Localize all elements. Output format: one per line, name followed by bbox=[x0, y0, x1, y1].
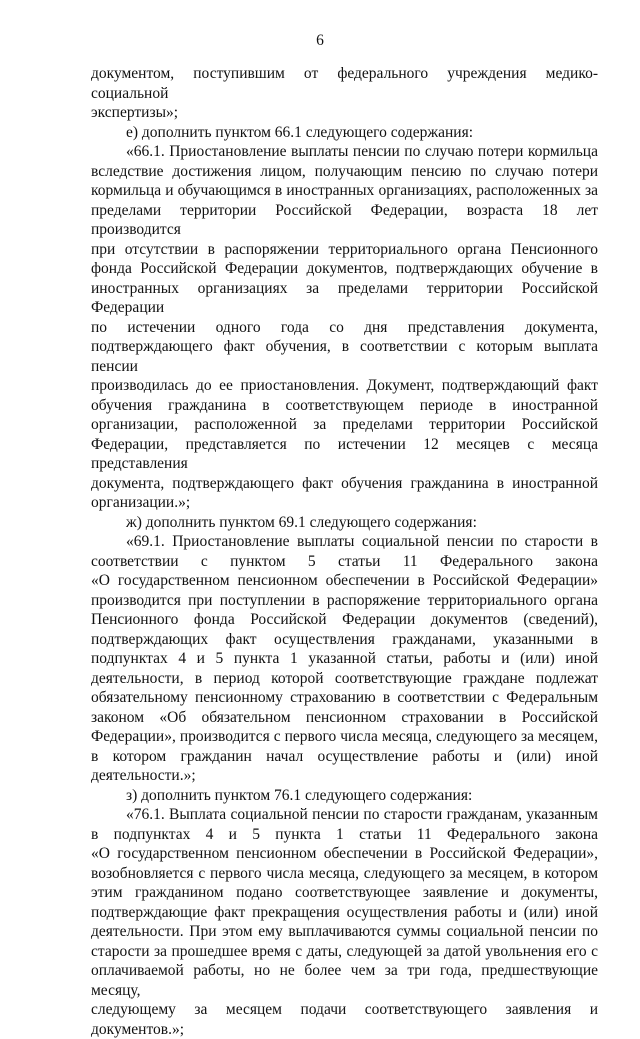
text-line: е) дополнить пунктом 66.1 следующего содержания: bbox=[91, 123, 598, 143]
text-line: Федерации», производится с первого числа месяца, следующего за месяцем, bbox=[91, 727, 598, 747]
paragraph bbox=[91, 805, 598, 1039]
text-line: «69.1. Приостановление выплаты социальной пенсии по старости в bbox=[91, 532, 598, 552]
text-line: «О государственном пенсионном обеспечении в Российской Федерации» bbox=[91, 571, 598, 591]
text-line: экспертизы»; bbox=[91, 103, 598, 123]
document-body bbox=[91, 64, 598, 1039]
text-line: этим гражданином подано соответствующее заявление и документы, bbox=[91, 883, 598, 903]
text-line: обязательному пенсионному страхованию в соответствии с Федеральным bbox=[91, 688, 598, 708]
text-line: производилась до ее приостановления. Документ, подтверждающий факт bbox=[91, 376, 598, 396]
text-line: «66.1. Приостановление выплаты пенсии по случаю потери кормильца bbox=[91, 142, 598, 162]
text-line: з) дополнить пунктом 76.1 следующего содержания: bbox=[91, 786, 598, 806]
paragraph bbox=[91, 786, 598, 806]
paragraph bbox=[91, 142, 598, 513]
text-line: кормильца и обучающимся в иностранных организациях, расположенных за bbox=[91, 181, 598, 201]
text-line: подтверждающие факт прекращения осуществления работы и (или) иной bbox=[91, 903, 598, 923]
text-line: в котором гражданин начал осуществление работы и (или) иной bbox=[91, 747, 598, 767]
text-line: ж) дополнить пунктом 69.1 следующего содержания: bbox=[91, 513, 598, 533]
text-line: при отсутствии в распоряжении территориального органа Пенсионного bbox=[91, 240, 598, 260]
text-line: следующему за месяцем подачи соответствующего заявления и bbox=[91, 1000, 598, 1020]
text-line: деятельности, в период которой соответствующие граждане подлежат bbox=[91, 669, 598, 689]
text-line: деятельности.»; bbox=[91, 766, 598, 786]
text-line: «76.1. Выплата социальной пенсии по старости гражданам, указанным bbox=[91, 805, 598, 825]
text-line: производится при поступлении в распоряжение территориального органа bbox=[91, 591, 598, 611]
text-line: вследствие достижения лицом, получающим пенсию по случаю потери bbox=[91, 162, 598, 182]
text-line: подпунктах 4 и 5 пункта 1 указанной статьи, работы и (или) иной bbox=[91, 649, 598, 669]
text-line: оплачиваемой работы, но не более чем за три года, предшествующие месяцу, bbox=[91, 961, 598, 1000]
text-line: подтверждающего факт обучения, в соответствии с которым выплата пенсии bbox=[91, 337, 598, 376]
text-line: организации, расположенной за пределами территории Российской bbox=[91, 415, 598, 435]
text-line: документа, подтверждающего факт обучения гражданина в иностранной bbox=[91, 474, 598, 494]
paragraph bbox=[91, 532, 598, 786]
paragraph bbox=[91, 64, 598, 123]
text-line: соответствии с пунктом 5 статьи 11 Федерального закона bbox=[91, 552, 598, 572]
text-line: подтверждающих факт осуществления гражданами, указанными в bbox=[91, 630, 598, 650]
paragraph bbox=[91, 513, 598, 533]
text-line: в подпунктах 4 и 5 пункта 1 статьи 11 Федерального закона bbox=[91, 825, 598, 845]
text-line: пределами территории Российской Федерации, возраста 18 лет производится bbox=[91, 201, 598, 240]
text-line: фонда Российской Федерации документов, подтверждающих обучение в bbox=[91, 259, 598, 279]
page-number: 6 bbox=[0, 32, 640, 50]
text-line: организации.»; bbox=[91, 493, 598, 513]
text-line: «О государственном пенсионном обеспечении в Российской Федерации», bbox=[91, 844, 598, 864]
paragraph bbox=[91, 123, 598, 143]
text-line: обучения гражданина в соответствующем периоде в иностранной bbox=[91, 396, 598, 416]
text-line: документом, поступившим от федерального учреждения медико-социальной bbox=[91, 64, 598, 103]
text-line: деятельности. При этом ему выплачиваются суммы социальной пенсии по bbox=[91, 922, 598, 942]
text-line: старости за прошедшее время с даты, следующей за датой увольнения его с bbox=[91, 942, 598, 962]
text-line: Федерации, представляется по истечении 12 месяцев с месяца представления bbox=[91, 435, 598, 474]
text-line: по истечении одного года со дня представления документа, bbox=[91, 318, 598, 338]
text-line: возобновляется с первого числа месяца, следующего за месяцем, в котором bbox=[91, 864, 598, 884]
text-line: иностранных организациях за пределами территории Российской Федерации bbox=[91, 279, 598, 318]
text-line: документов.»; bbox=[91, 1020, 598, 1039]
text-line: законом «Об обязательном пенсионном страховании в Российской bbox=[91, 708, 598, 728]
text-line: Пенсионного фонда Российской Федерации документов (сведений), bbox=[91, 610, 598, 630]
